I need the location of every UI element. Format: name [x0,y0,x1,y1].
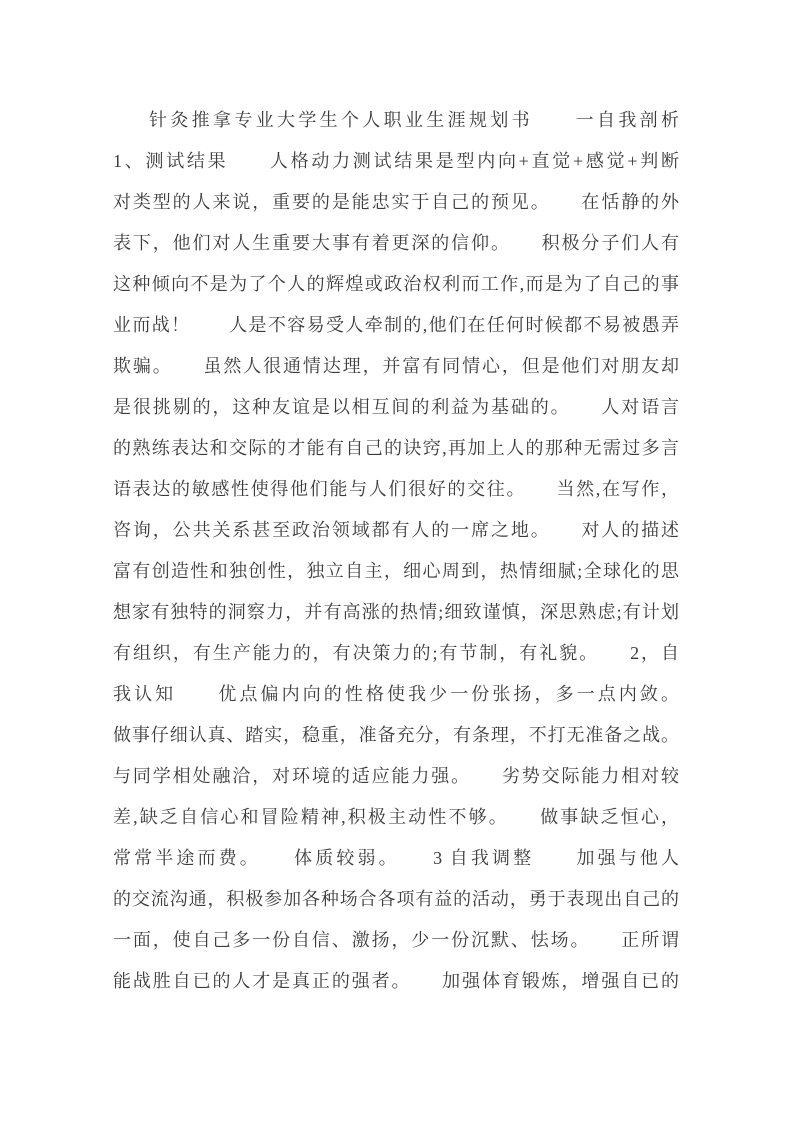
text-line: 咨询，公共关系甚至政治领域都有人的一席之地。 对人的描述 [113,520,679,540]
text-line: 有组织，有生产能力的，有决策力的;有节制，有礼貌。 2，自 [113,643,679,663]
text-line: 欺骗。 虽然人很通情达理，并富有同情心，但是他们对朋友却 [113,356,679,376]
text-line: 业而战！ 人是不容易受人牵制的,他们在任何时候都不易被愚弄 [113,315,679,335]
text-line: 的熟练表达和交际的才能有自己的诀窍,再加上人的那种无需过多言 [113,438,679,458]
text-line: 表下，他们对人生重要大事有着更深的信仰。 积极分子们人有 [113,233,679,253]
text-line: 针灸推拿专业大学生个人职业生涯规划书 一自我剖析 [149,110,679,130]
text-line: 富有创造性和独创性，独立自主，细心周到，热情细腻;全球化的思 [113,561,679,581]
text-line: 的交流沟通，积极参加各种场合各项有益的活动，勇于表现出自己的 [113,889,679,909]
text-line: 语表达的敏感性使得他们能与人们很好的交往。 当然,在写作， [113,479,679,499]
text-line: 这种倾向不是为了个人的辉煌或政治权利而工作,而是为了自己的事 [113,274,679,294]
document-body [113,100,679,1002]
text-line: 我认知 优点偏内向的性格使我少一份张扬，多一点内敛。 [113,684,679,704]
text-line: 能战胜自已的人才是真正的强者。 加强体育锻炼，增强自已的 [113,971,679,991]
text-line: 1、测试结果 人格动力测试结果是型内向+直觉+感觉+判断 [113,151,679,171]
text-line: 想家有独特的洞察力，并有高涨的热情;细致谨慎，深思熟虑;有计划 [113,602,679,622]
text-line: 差,缺乏自信心和冒险精神,积极主动性不够。 做事缺乏恒心， [113,807,679,827]
text-line: 对类型的人来说，重要的是能忠实于自己的预见。 在恬静的外 [113,192,679,212]
text-line: 与同学相处融洽，对环境的适应能力强。 劣势交际能力相对较 [113,766,679,786]
text-line: 是很挑剔的，这种友谊是以相互间的利益为基础的。 人对语言 [113,397,679,417]
text-line: 做事仔细认真、踏实，稳重，准备充分，有条理，不打无准备之战。 [113,725,679,745]
text-line: 一面，使自己多一份自信、激扬，少一份沉默、怯场。 正所谓 [113,930,679,950]
text-line: 常常半途而费。 体质较弱。 3 自我调整 加强与他人 [113,848,679,868]
